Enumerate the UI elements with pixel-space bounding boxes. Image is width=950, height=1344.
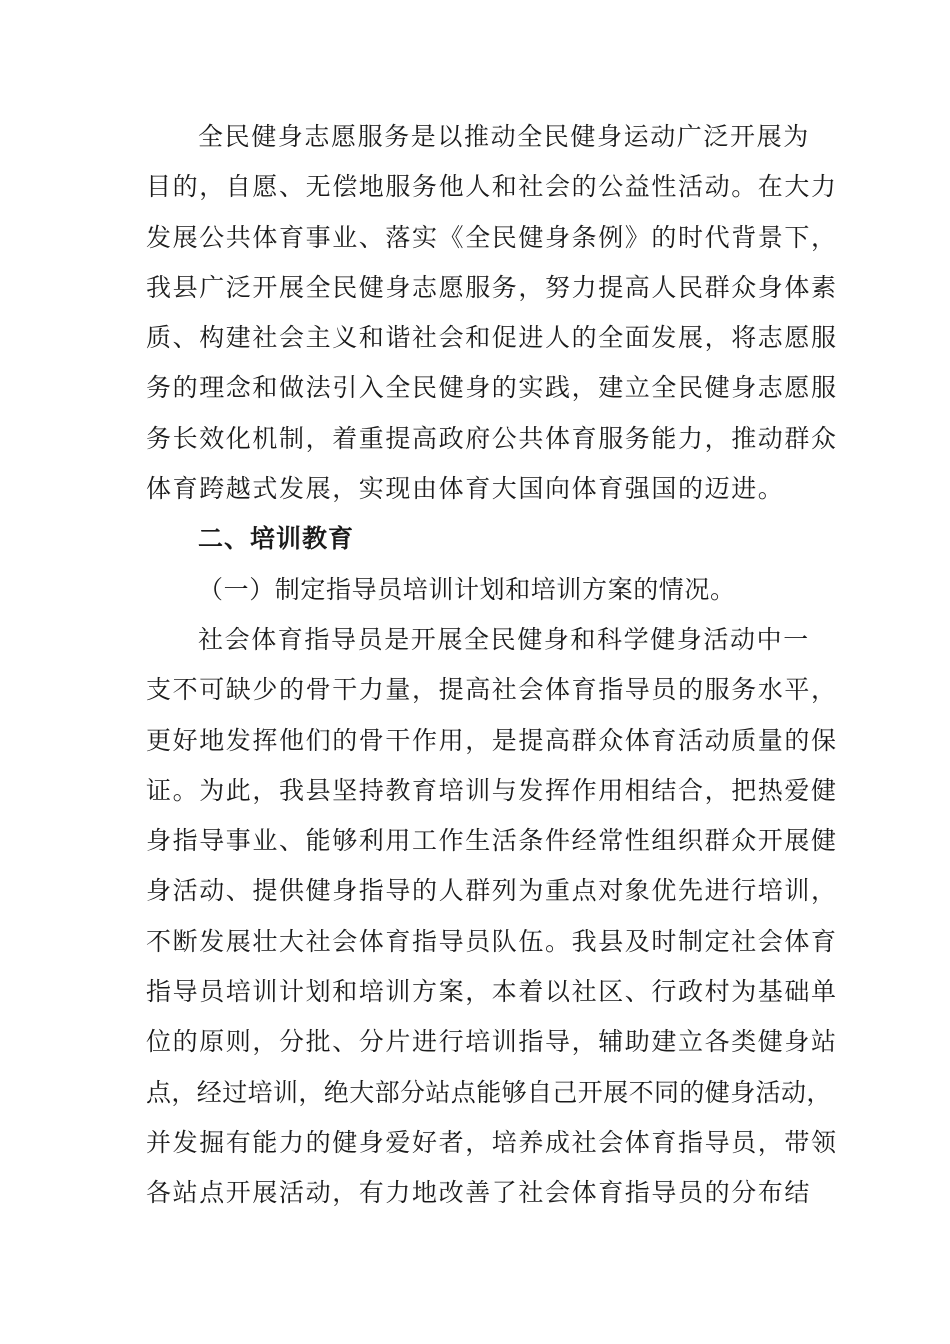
paragraph-line: 全民健身志愿服务是以推动全民健身运动广泛开展为 [198,122,810,151]
subsection-heading: （一）制定指导员培训计划和培训方案的情况。 [198,574,736,604]
paragraph-volunteer-service [146,112,838,514]
paragraph-line: 务长效化机制，着重提高政府公共体育服务能力，推动群众 [146,423,838,453]
paragraph-instructor-training [146,615,838,1219]
paragraph-line: 社会体育指导员是开展全民健身和科学健身活动中一 [198,624,810,654]
paragraph-line: 点，经过培训，绝大部分站点能够自己开展不同的健身活动， [146,1077,832,1107]
paragraph-line: 身指导事业、能够利用工作生活条件经常性组织群众开展健 [146,826,838,856]
paragraph-line: 指导员培训计划和培训方案，本着以社区、行政村为基础单 [146,977,838,1007]
paragraph-line: 目的，自愿、无偿地服务他人和社会的公益性活动。在大力 [146,172,838,202]
paragraph-line: 并发掘有能力的健身爱好者，培养成社会体育指导员，带领 [146,1127,838,1157]
paragraph-line: 发展公共体育事业、落实《全民健身条例》的时代背景下， [146,222,838,252]
paragraph-line: 身活动、提供健身指导的人群列为重点对象优先进行培训， [146,876,838,906]
paragraph-line: 质、构建社会主义和谐社会和促进人的全面发展，将志愿服 [146,323,838,353]
paragraph-line: 更好地发挥他们的骨干作用，是提高群众体育活动质量的保 [146,725,838,755]
paragraph-line: 位的原则，分批、分片进行培训指导，辅助建立各类健身站 [146,1027,838,1057]
paragraph-line: 体育跨越式发展，实现由体育大国向体育强国的迈进。 [146,474,785,504]
paragraph-line: 不断发展壮大社会体育指导员队伍。我县及时制定社会体育 [146,926,838,956]
paragraph-line: 各站点开展活动，有力地改善了社会体育指导员的分布结 [146,1178,812,1208]
paragraph-line: 我县广泛开展全民健身志愿服务，努力提高人民群众身体素 [146,272,838,302]
section-heading: 二、培训教育 [198,524,355,554]
paragraph-line: 支不可缺少的骨干力量，提高社会体育指导员的服务水平， [146,675,838,705]
paragraph-line: 证。为此，我县坚持教育培训与发挥作用相结合，把热爱健 [146,775,838,805]
document-body [146,112,838,1219]
paragraph-line: 务的理念和做法引入全民健身的实践，建立全民健身志愿服 [146,373,838,403]
